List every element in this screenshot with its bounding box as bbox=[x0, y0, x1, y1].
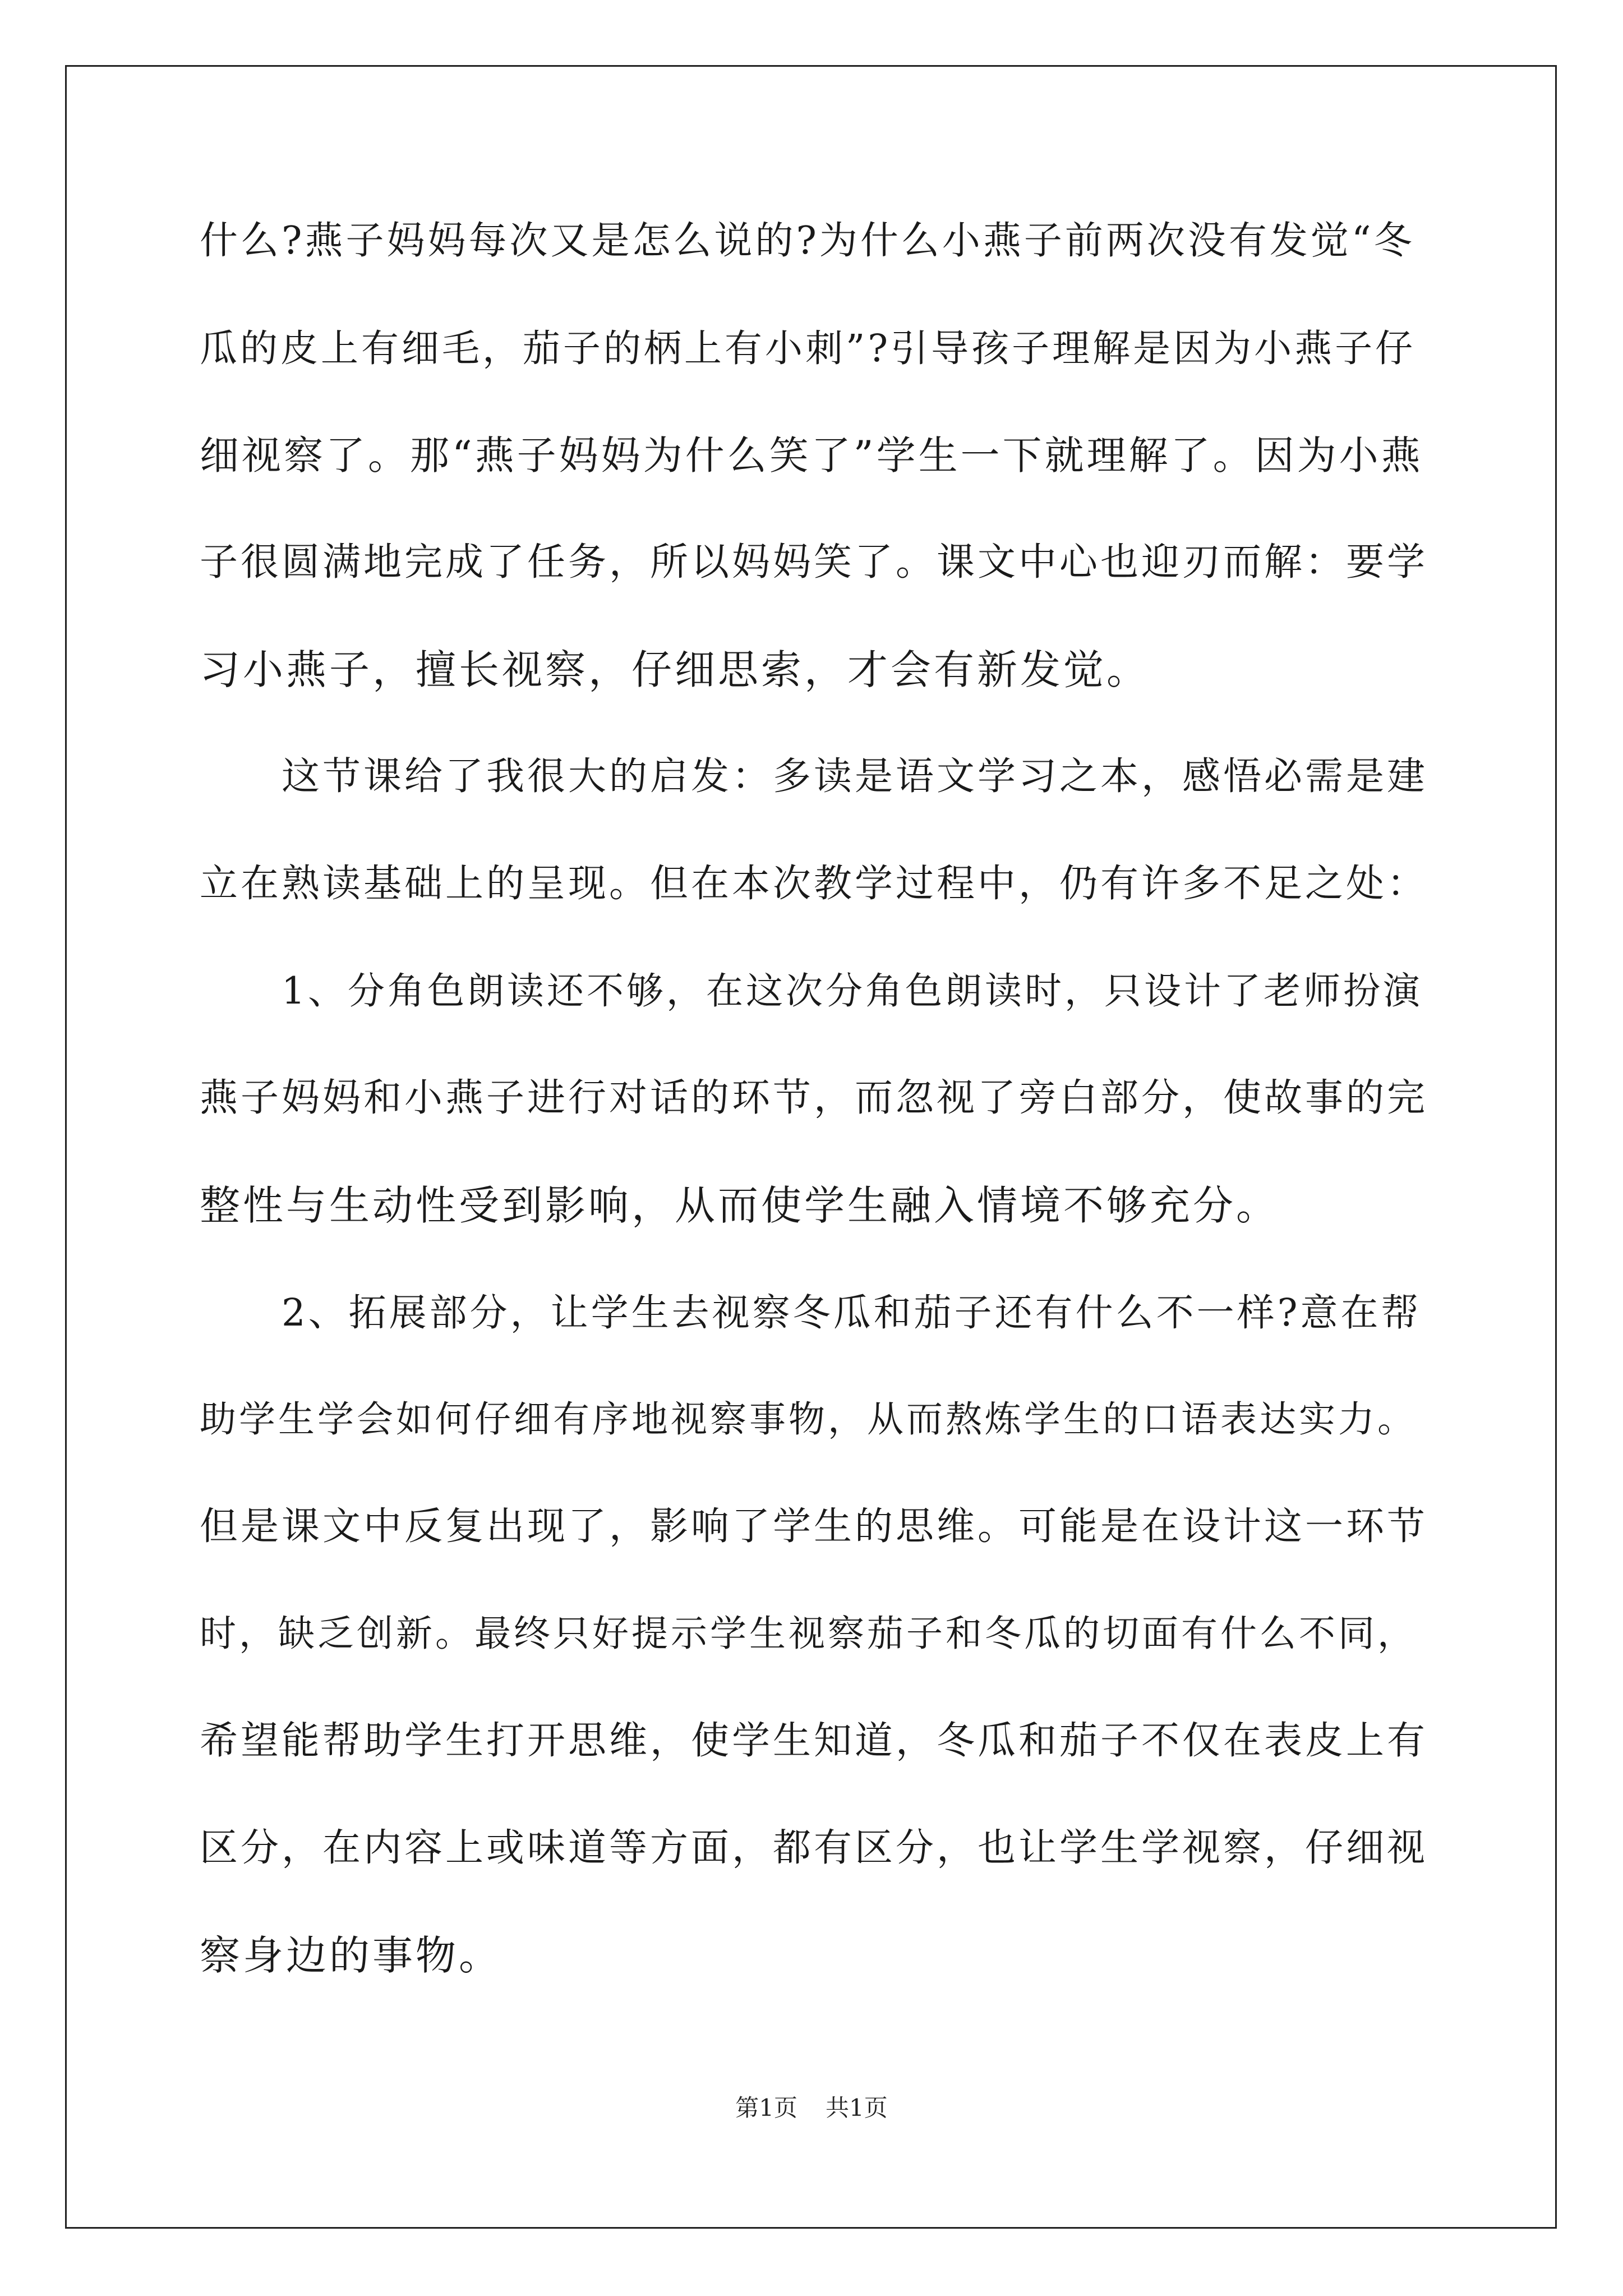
page-number: 第1页 bbox=[735, 2094, 797, 2122]
document-body bbox=[200, 213, 1428, 2035]
text-line: 这节课给了我很大的启发：多读是语文学习之本，感悟必需是建 bbox=[282, 754, 1428, 799]
text-line: 1、分角色朗读还不够，在这次分角色朗读时，只设计了老师扮演 bbox=[282, 969, 1423, 1013]
text-line: 助学生学会如何仔细有序地视察事物，从而熬炼学生的口语表达实力。 bbox=[200, 1398, 1417, 1441]
text-line: 希望能帮助学生打开思维，使学生知道，冬瓜和茄子不仅在表皮上有 bbox=[200, 1719, 1428, 1763]
page-footer bbox=[0, 2091, 1623, 2125]
text-line: 习小燕子，擅长视察，仔细思索，才会有新发觉。 bbox=[200, 646, 1150, 693]
text-line: 时，缺乏创新。最终只好提示学生视察茄子和冬瓜的切面有什么不同， bbox=[200, 1613, 1417, 1655]
text-line: 燕子妈妈和小燕子进行对话的环节，而忽视了旁白部分，使故事的完 bbox=[200, 1076, 1428, 1120]
text-line: 瓜的皮上有细毛，茄子的柄上有小刺”?引导孩子理解是因为小燕子仔 bbox=[200, 326, 1416, 370]
text-line: 什么?燕子妈妈每次又是怎么说的?为什么小燕子前两次没有发觉“冬 bbox=[200, 219, 1415, 263]
text-line: 2、拓展部分，让学生去视察冬瓜和茄子还有什么不一样?意在帮 bbox=[282, 1291, 1422, 1335]
text-line: 立在熟读基础上的呈现。但在本次教学过程中，仍有许多不足之处： bbox=[200, 862, 1428, 906]
text-line: 区分，在内容上或味道等方面，都有区分，也让学生学视察，仔细视 bbox=[200, 1826, 1428, 1870]
text-line: 子很圆满地完成了任务，所以妈妈笑了。课文中心也迎刃而解：要学 bbox=[200, 540, 1428, 585]
page-total: 共1页 bbox=[826, 2094, 888, 2122]
text-line: 整性与生动性受到影响，从而使学生融入情境不够充分。 bbox=[200, 1182, 1280, 1229]
text-line: 细视察了。那“燕子妈妈为什么笑了”学生一下就理解了。因为小燕 bbox=[200, 432, 1423, 478]
text-line: 察身边的事物。 bbox=[200, 1932, 502, 1979]
text-line: 但是课文中反复出现了，影响了学生的思维。可能是在设计这一环节 bbox=[200, 1504, 1428, 1549]
